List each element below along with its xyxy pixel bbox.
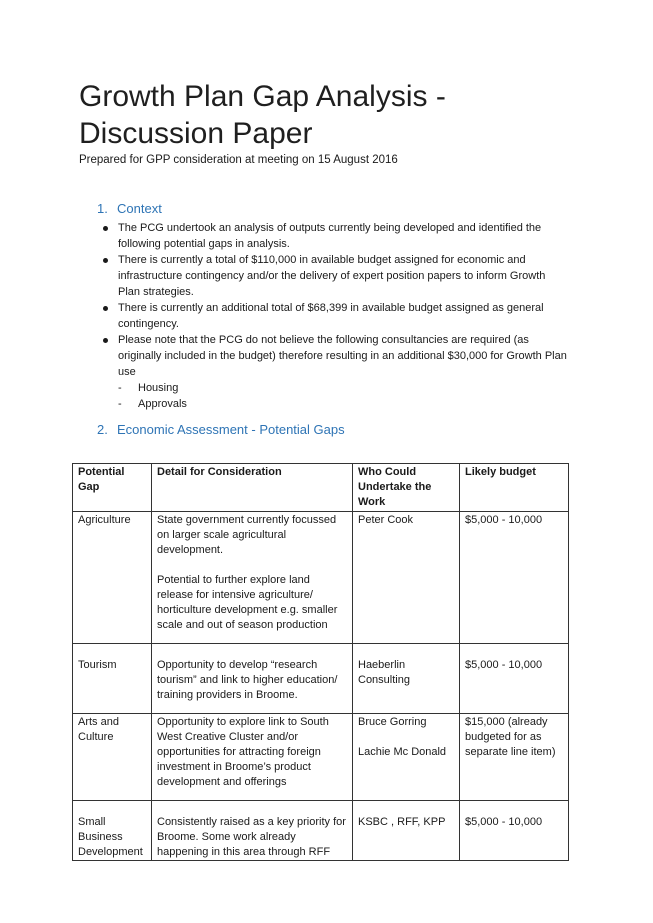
gap-cell: Agriculture [73, 512, 152, 644]
table-row [73, 714, 569, 801]
bullet-text: There is currently a total of $110,000 in available budget assigned for economic and infrastructure contingency and/or the delivery of expert position papers to inform Growth Plan strategies. [118, 254, 546, 298]
bullet-dot-icon [103, 338, 108, 343]
gap-cell: Small Business Development [73, 801, 152, 861]
dash-icon: - [118, 398, 122, 410]
section-heading-context [97, 201, 162, 216]
bullet-text: Please note that the PCG do not believe the following consultancies are required (as originally included in the budget) therefore resulting in an additional $30,000 for Growth Plan use [118, 334, 567, 378]
detail-text-2: Potential to further explore land release for intensive agriculture/ horticulture development e.g. smaller scale and out of season production [157, 574, 338, 631]
budget-cell: $5,000 - 10,000 [460, 801, 569, 861]
section-number: 2. [97, 422, 108, 437]
sub-item-text: Housing [138, 382, 179, 394]
bullet-dot-icon [103, 306, 108, 311]
who-cell: Haeberlin Consulting [353, 644, 460, 714]
table-row [73, 644, 569, 714]
budget-cell: $15,000 (already budgeted for as separate line item) [460, 714, 569, 801]
sub-item-text: Approvals [138, 398, 187, 410]
bullet-dot-icon [103, 226, 108, 231]
detail-cell [152, 512, 353, 644]
bullet-dot-icon [103, 258, 108, 263]
table-row [73, 801, 569, 861]
context-bullet-list [100, 220, 570, 412]
who-text: Bruce Gorring [358, 716, 427, 728]
bullet-item [100, 220, 570, 252]
column-header: Potential Gap [73, 464, 152, 512]
column-header: Who Could Undertake the Work [353, 464, 460, 512]
who-text-2: Lachie Mc Donald [358, 746, 447, 758]
gap-cell: Tourism [73, 644, 152, 714]
detail-text: State government currently focussed on larger scale agricultural development. [157, 514, 337, 556]
who-cell: KSBC , RFF, KPP [353, 801, 460, 861]
section-heading-economic [97, 422, 345, 437]
gap-cell: Arts and Culture [73, 714, 152, 801]
detail-cell: Consistently raised as a key priority for Broome. Some work already happening in this area through RFF [152, 801, 353, 861]
bullet-text: There is currently an additional total of $68,399 in available budget assigned as general contingency. [118, 302, 544, 330]
column-header: Likely budget [460, 464, 569, 512]
sub-item [118, 380, 570, 396]
bullet-item [100, 300, 570, 332]
dash-icon: - [118, 382, 122, 394]
budget-cell: $5,000 - 10,000 [460, 644, 569, 714]
bullet-text: The PCG undertook an analysis of outputs currently being developed and identified the following potential gaps in analysis. [118, 222, 542, 250]
section-title: Context [117, 201, 162, 216]
detail-cell: Opportunity to explore link to South West Creative Cluster and/or opportunities for attracting foreign investment in Broome’s product development and offerings [152, 714, 353, 801]
table-row [73, 512, 569, 644]
detail-cell: Opportunity to develop “research tourism” and link to higher education/ training providers in Broome. [152, 644, 353, 714]
who-cell [353, 714, 460, 801]
bullet-item [100, 332, 570, 412]
sub-item [118, 396, 570, 412]
document-title: Growth Plan Gap Analysis - Discussion Paper [79, 80, 446, 150]
section-title: Economic Assessment - Potential Gaps [117, 422, 345, 437]
budget-cell: $5,000 - 10,000 [460, 512, 569, 644]
section-number: 1. [97, 201, 108, 216]
bullet-item [100, 252, 570, 300]
who-cell: Peter Cook [353, 512, 460, 644]
document-subtitle: Prepared for GPP consideration at meeting on 15 August 2016 [79, 154, 398, 166]
table-header-row [73, 464, 569, 512]
column-header: Detail for Consideration [152, 464, 353, 512]
sub-list [118, 380, 570, 412]
gap-table [72, 463, 569, 861]
